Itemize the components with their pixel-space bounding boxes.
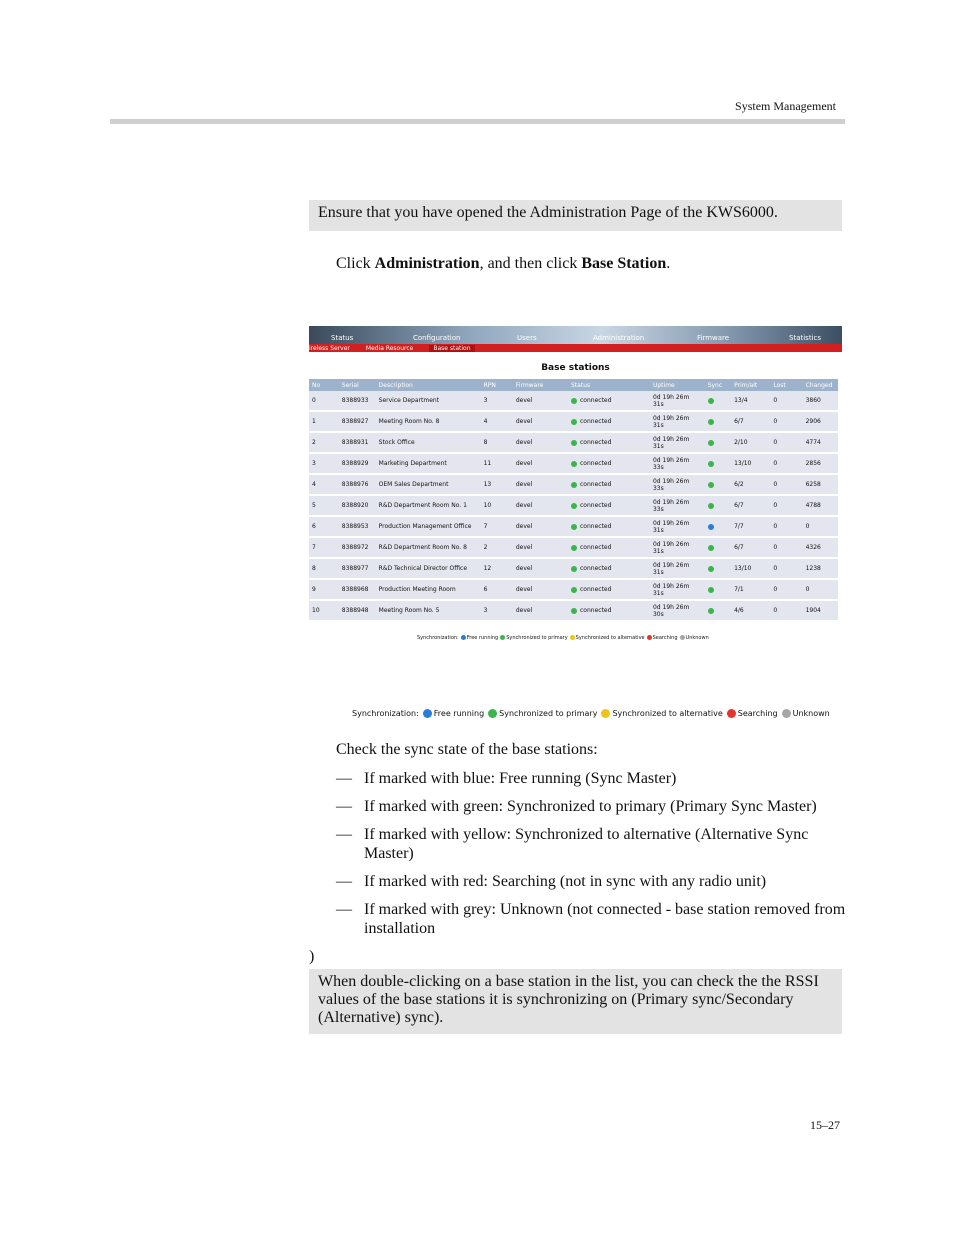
sub-nav-bar xyxy=(309,344,842,352)
list-item xyxy=(336,872,846,891)
cell-sync xyxy=(705,411,731,432)
cell-prim-alt: 13/4 xyxy=(731,391,770,411)
cell-status xyxy=(568,558,650,579)
cell-prim-alt: 6/2 xyxy=(731,474,770,495)
cell-changed: 4788 xyxy=(803,495,838,516)
cell-sync xyxy=(705,600,731,621)
cell-rpn: 8 xyxy=(481,432,513,453)
cell-uptime xyxy=(650,495,705,516)
cell-prim-alt: 6/7 xyxy=(731,537,770,558)
step-base-station: Base Station xyxy=(581,255,667,272)
cell-status xyxy=(568,432,650,453)
cell-changed: 0 xyxy=(803,516,838,537)
uptime-line1: 0d 19h 26m xyxy=(652,435,690,443)
legend-item: Free running xyxy=(466,635,499,641)
table-row[interactable] xyxy=(309,453,838,474)
uptime-line1: 0d 19h 26m xyxy=(652,603,690,611)
cell-prim-alt: 7/1 xyxy=(731,579,770,600)
cell-lost: 0 xyxy=(770,537,802,558)
cell-sync xyxy=(705,579,731,600)
list-item-text: If marked with red: Searching (not in sync with any radio unit) xyxy=(364,873,767,890)
cell-uptime xyxy=(650,474,705,495)
cell-changed: 4326 xyxy=(803,537,838,558)
sync-green-icon xyxy=(708,461,714,467)
status-text: connected xyxy=(580,544,612,551)
cell-no: 2 xyxy=(309,432,339,453)
cell-lost: 0 xyxy=(770,579,802,600)
legend-item: Searching xyxy=(737,709,778,718)
uptime-line2: 31s xyxy=(652,421,664,429)
uptime-line2: 31s xyxy=(652,400,664,408)
cell-firmware: devel xyxy=(513,516,568,537)
step-text-end: . xyxy=(666,255,671,272)
uptime-line2: 33s xyxy=(652,484,664,492)
list-item xyxy=(336,797,846,816)
cell-description: Meeting Room No. 5 xyxy=(376,600,481,621)
legend-dot-icon xyxy=(727,709,736,718)
cell-uptime xyxy=(650,453,705,474)
list-item-text: If marked with grey: Unknown (not connected - base station removed from installation xyxy=(364,901,846,937)
cell-rpn: 2 xyxy=(481,537,513,558)
uptime-line1: 0d 19h 26m xyxy=(652,561,690,569)
legend-large xyxy=(352,709,830,718)
cell-rpn: 11 xyxy=(481,453,513,474)
cell-uptime xyxy=(650,411,705,432)
cell-uptime xyxy=(650,579,705,600)
cell-firmware: devel xyxy=(513,558,568,579)
step-administration: Administration xyxy=(374,255,480,272)
status-green-icon xyxy=(571,461,577,467)
cell-firmware: devel xyxy=(513,495,568,516)
uptime-line1: 0d 19h 26m xyxy=(652,393,690,401)
cell-uptime xyxy=(650,558,705,579)
dash-marker: — xyxy=(336,770,352,787)
status-text: connected xyxy=(580,397,612,404)
cell-prim-alt: 6/7 xyxy=(731,495,770,516)
sync-green-icon xyxy=(708,566,714,572)
base-stations-title: Base stations xyxy=(541,363,610,373)
cell-no: 4 xyxy=(309,474,339,495)
cell-no: 9 xyxy=(309,579,339,600)
list-item-text: If marked with green: Synchronized to primary (Primary Sync Master) xyxy=(364,798,817,815)
legend-item: Unknown xyxy=(685,635,709,641)
cell-uptime xyxy=(650,391,705,411)
list-item-text: If marked with yellow: Synchronized to alternative (Alternative Sync Master) xyxy=(364,826,809,862)
cell-sync xyxy=(705,495,731,516)
legend-dot-icon xyxy=(782,709,791,718)
cell-sync xyxy=(705,474,731,495)
status-green-icon xyxy=(571,503,577,509)
status-text: connected xyxy=(580,607,612,614)
legend-item: Synchronized to primary xyxy=(499,709,598,718)
dash-marker: — xyxy=(336,873,352,890)
cell-sync xyxy=(705,537,731,558)
sync-state-list xyxy=(336,769,846,947)
cell-status xyxy=(568,453,650,474)
cell-no: 0 xyxy=(309,391,339,411)
dash-marker: — xyxy=(336,798,352,815)
step-text-mid: , and then click xyxy=(479,255,582,272)
column-header: Serial xyxy=(339,379,376,391)
tab-statistics[interactable]: Statistics xyxy=(789,334,821,342)
cell-uptime xyxy=(650,600,705,621)
uptime-line2: 33s xyxy=(652,505,664,513)
cell-serial: 8388976 xyxy=(339,474,376,495)
cell-rpn: 6 xyxy=(481,579,513,600)
column-header: Description xyxy=(376,379,481,391)
cell-lost: 0 xyxy=(770,411,802,432)
uptime-line2: 31s xyxy=(652,547,664,555)
cell-changed: 3860 xyxy=(803,391,838,411)
column-header: Changed xyxy=(803,379,838,391)
cell-status xyxy=(568,579,650,600)
cell-serial: 8388929 xyxy=(339,453,376,474)
legend-dot-icon xyxy=(570,635,575,640)
cell-uptime xyxy=(650,516,705,537)
sync-green-icon xyxy=(708,587,714,593)
subtab-wireless-server[interactable]: ireless Server xyxy=(309,344,350,352)
cell-status xyxy=(568,495,650,516)
cell-lost: 0 xyxy=(770,558,802,579)
cell-firmware: devel xyxy=(513,391,568,411)
cell-sync xyxy=(705,516,731,537)
cell-no: 5 xyxy=(309,495,339,516)
status-text: connected xyxy=(580,418,612,425)
uptime-line1: 0d 19h 26m xyxy=(652,540,690,548)
cell-no: 7 xyxy=(309,537,339,558)
cell-description: R&D Technical Director Office xyxy=(376,558,481,579)
cell-description: Production Management Office xyxy=(376,516,481,537)
uptime-line2: 31s xyxy=(652,526,664,534)
column-header: Firmware xyxy=(513,379,568,391)
status-green-icon xyxy=(571,566,577,572)
sync-green-icon xyxy=(708,419,714,425)
sync-green-icon xyxy=(708,440,714,446)
stray-paren: ) xyxy=(309,948,315,965)
cell-sync xyxy=(705,391,731,411)
uptime-line2: 31s xyxy=(652,589,664,597)
column-header: Status xyxy=(568,379,650,391)
cell-description: OEM Sales Department xyxy=(376,474,481,495)
cell-changed: 1904 xyxy=(803,600,838,621)
base-stations-screenshot xyxy=(309,326,842,641)
cell-lost: 0 xyxy=(770,453,802,474)
cell-serial: 8388931 xyxy=(339,432,376,453)
cell-description: Service Department xyxy=(376,391,481,411)
cell-description: Meeting Room No. 8 xyxy=(376,411,481,432)
uptime-line2: 31s xyxy=(652,568,664,576)
cell-rpn: 3 xyxy=(481,600,513,621)
cell-serial: 8388933 xyxy=(339,391,376,411)
cell-prim-alt: 13/10 xyxy=(731,453,770,474)
cell-rpn: 7 xyxy=(481,516,513,537)
cell-firmware: devel xyxy=(513,600,568,621)
table-row[interactable] xyxy=(309,600,838,621)
list-item xyxy=(336,900,846,938)
cell-serial: 8388927 xyxy=(339,411,376,432)
cell-serial: 8388977 xyxy=(339,558,376,579)
uptime-line2: 30s xyxy=(652,610,664,618)
uptime-line1: 0d 19h 26m xyxy=(652,477,690,485)
column-header: Sync xyxy=(705,379,731,391)
uptime-line2: 33s xyxy=(652,463,664,471)
legend-dot-icon xyxy=(500,635,505,640)
status-green-icon xyxy=(571,545,577,551)
table-header-row xyxy=(309,379,838,391)
cell-firmware: devel xyxy=(513,453,568,474)
status-text: connected xyxy=(580,481,612,488)
uptime-line1: 0d 19h 26m xyxy=(652,582,690,590)
cell-rpn: 4 xyxy=(481,411,513,432)
cell-serial: 8388948 xyxy=(339,600,376,621)
cell-no: 6 xyxy=(309,516,339,537)
cell-sync xyxy=(705,432,731,453)
legend-dot-icon xyxy=(461,635,466,640)
status-text: connected xyxy=(580,523,612,530)
status-green-icon xyxy=(571,524,577,530)
cell-status xyxy=(568,411,650,432)
cell-description: Production Meeting Room xyxy=(376,579,481,600)
legend-label: Synchronization: xyxy=(352,709,419,718)
cell-status xyxy=(568,516,650,537)
legend-small xyxy=(417,635,709,641)
subtab-media-resource[interactable]: Media Resource xyxy=(365,344,414,352)
cell-no: 1 xyxy=(309,411,339,432)
status-text: connected xyxy=(580,586,612,593)
cell-changed: 2856 xyxy=(803,453,838,474)
cell-changed: 1238 xyxy=(803,558,838,579)
uptime-line1: 0d 19h 26m xyxy=(652,414,690,422)
note-bottom: When double-clicking on a base station in the list, you can check the the RSSI values of the base stations it is synchronizing on (Primary sync/Secondary (Alternative) sync). xyxy=(309,969,842,1034)
legend-item: Synchronized to alternative xyxy=(612,709,723,718)
cell-firmware: devel xyxy=(513,411,568,432)
subtab-base-station[interactable]: Base station xyxy=(429,345,474,352)
tab-administration[interactable]: Administration xyxy=(593,334,645,342)
cell-changed: 4774 xyxy=(803,432,838,453)
column-header: Prim/alt xyxy=(731,379,770,391)
legend-item: Free running xyxy=(433,709,485,718)
cell-prim-alt: 2/10 xyxy=(731,432,770,453)
cell-description: R&D Department Room No. 8 xyxy=(376,537,481,558)
cell-serial: 8388968 xyxy=(339,579,376,600)
column-header: No xyxy=(309,379,339,391)
cell-firmware: devel xyxy=(513,579,568,600)
legend-dot-icon xyxy=(423,709,432,718)
table-row[interactable] xyxy=(309,537,838,558)
cell-description: R&D Department Room No. 1 xyxy=(376,495,481,516)
legend-dot-icon xyxy=(488,709,497,718)
cell-lost: 0 xyxy=(770,600,802,621)
cell-lost: 0 xyxy=(770,432,802,453)
step-text-pre: Click xyxy=(336,255,375,272)
cell-sync xyxy=(705,558,731,579)
uptime-line1: 0d 19h 26m xyxy=(652,498,690,506)
legend-dot-icon xyxy=(680,635,685,640)
cell-rpn: 12 xyxy=(481,558,513,579)
status-text: connected xyxy=(580,460,612,467)
list-item-text: If marked with blue: Free running (Sync Master) xyxy=(364,770,677,787)
status-text: connected xyxy=(580,439,612,446)
header-section-title: System Management xyxy=(735,99,836,113)
legend-item: Synchronized to alternative xyxy=(575,635,645,641)
cell-status xyxy=(568,600,650,621)
sync-blue-icon xyxy=(708,524,714,530)
sync-green-icon xyxy=(708,608,714,614)
column-header: Uptime xyxy=(650,379,705,391)
cell-status xyxy=(568,391,650,411)
step-instruction xyxy=(336,255,670,273)
dash-marker: — xyxy=(336,826,352,843)
cell-no: 8 xyxy=(309,558,339,579)
status-green-icon xyxy=(571,482,577,488)
main-nav-bar xyxy=(309,326,842,344)
table-row[interactable] xyxy=(309,495,838,516)
column-header: Lost xyxy=(770,379,802,391)
column-header: RPN xyxy=(481,379,513,391)
cell-status xyxy=(568,474,650,495)
base-stations-table xyxy=(309,379,838,622)
cell-lost: 0 xyxy=(770,495,802,516)
legend-item: Unknown xyxy=(792,709,830,718)
list-item xyxy=(336,825,846,863)
cell-changed: 0 xyxy=(803,579,838,600)
status-green-icon xyxy=(571,440,577,446)
cell-changed: 6258 xyxy=(803,474,838,495)
table-row[interactable] xyxy=(309,391,838,411)
cell-prim-alt: 4/6 xyxy=(731,600,770,621)
page-number: 15–27 xyxy=(810,1118,840,1132)
list-item xyxy=(336,769,846,788)
cell-rpn: 10 xyxy=(481,495,513,516)
sync-green-icon xyxy=(708,398,714,404)
uptime-line1: 0d 19h 26m xyxy=(652,456,690,464)
cell-sync xyxy=(705,453,731,474)
cell-no: 3 xyxy=(309,453,339,474)
cell-uptime xyxy=(650,432,705,453)
table-row[interactable] xyxy=(309,474,838,495)
status-green-icon xyxy=(571,608,577,614)
dash-marker: — xyxy=(336,901,352,918)
table-row[interactable] xyxy=(309,411,838,432)
legend-dot-icon xyxy=(647,635,652,640)
status-green-icon xyxy=(571,419,577,425)
header-rule xyxy=(110,119,845,124)
status-green-icon xyxy=(571,587,577,593)
table-row[interactable] xyxy=(309,432,838,453)
status-green-icon xyxy=(571,398,577,404)
cell-rpn: 3 xyxy=(481,391,513,411)
cell-firmware: devel xyxy=(513,474,568,495)
cell-prim-alt: 7/7 xyxy=(731,516,770,537)
tab-users[interactable]: Users xyxy=(517,334,537,342)
table-row[interactable] xyxy=(309,516,838,537)
cell-rpn: 13 xyxy=(481,474,513,495)
cell-firmware: devel xyxy=(513,537,568,558)
uptime-line1: 0d 19h 26m xyxy=(652,519,690,527)
cell-changed: 2906 xyxy=(803,411,838,432)
sync-intro: Check the sync state of the base stations: xyxy=(336,741,598,758)
tab-status[interactable]: Status xyxy=(331,334,354,342)
cell-prim-alt: 13/10 xyxy=(731,558,770,579)
legend-dot-icon xyxy=(601,709,610,718)
legend-item: Synchronized to primary xyxy=(506,635,568,641)
cell-serial: 8388920 xyxy=(339,495,376,516)
cell-status xyxy=(568,537,650,558)
uptime-line2: 31s xyxy=(652,442,664,450)
cell-firmware: devel xyxy=(513,432,568,453)
status-text: connected xyxy=(580,565,612,572)
cell-uptime xyxy=(650,537,705,558)
cell-serial: 8388972 xyxy=(339,537,376,558)
status-text: connected xyxy=(580,502,612,509)
table-row[interactable] xyxy=(309,558,838,579)
cell-serial: 8388953 xyxy=(339,516,376,537)
sync-green-icon xyxy=(708,482,714,488)
note-top: Ensure that you have opened the Administration Page of the KWS6000. xyxy=(309,200,842,231)
tab-firmware[interactable]: Firmware xyxy=(697,334,730,342)
cell-lost: 0 xyxy=(770,516,802,537)
sync-green-icon xyxy=(708,503,714,509)
cell-no: 10 xyxy=(309,600,339,621)
cell-description: Stock Office xyxy=(376,432,481,453)
cell-prim-alt: 6/7 xyxy=(731,411,770,432)
cell-lost: 0 xyxy=(770,474,802,495)
cell-lost: 0 xyxy=(770,391,802,411)
legend-label: Synchronization: xyxy=(417,635,459,641)
legend-item: Searching xyxy=(652,635,678,641)
cell-description: Marketing Department xyxy=(376,453,481,474)
tab-configuration[interactable]: Configuration xyxy=(413,334,461,342)
sync-green-icon xyxy=(708,545,714,551)
table-row[interactable] xyxy=(309,579,838,600)
